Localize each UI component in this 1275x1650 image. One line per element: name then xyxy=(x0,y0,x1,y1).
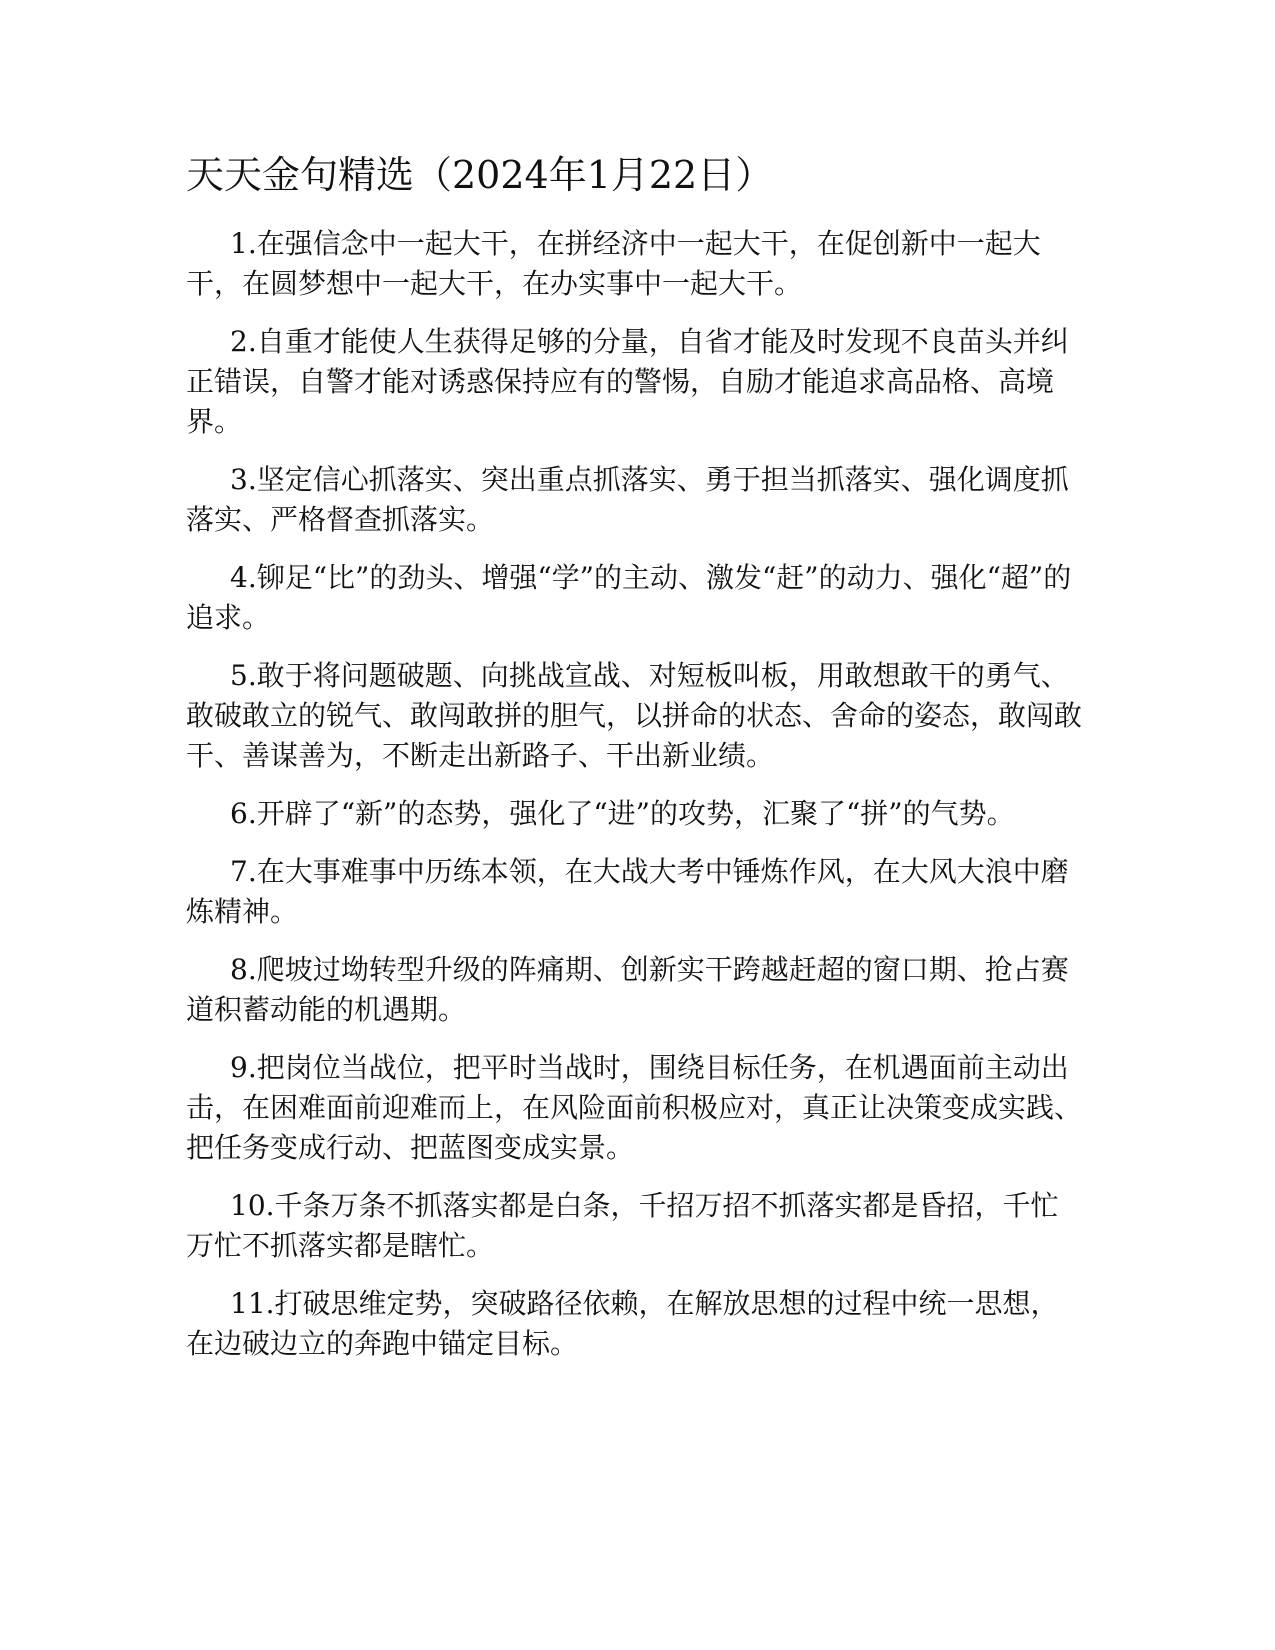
document-title: 天天金句精选（2024年1月22日） xyxy=(186,153,774,197)
quote-item: 7.在大事难事中历练本领，在大战大考中锤炼作风，在大风大浪中磨炼精神。 xyxy=(186,855,1069,928)
document-page xyxy=(186,150,1084,1382)
quote-item: 2.自重才能使人生获得足够的分量，自省才能及时发现不良苗头并纠正错误，自警才能对诱惑保持应有的警惕，自励才能追求高品格、高境界。 xyxy=(186,325,1069,438)
quote-item: 8.爬坡过坳转型升级的阵痛期、创新实干跨越赶超的窗口期、抢占赛道积蓄动能的机遇期。 xyxy=(186,953,1069,1026)
quote-item: 11.打破思维定势，突破路径依赖，在解放思想的过程中统一思想，在边破边立的奔跑中锚定目标。 xyxy=(186,1287,1059,1360)
quote-item: 6.开辟了“新”的态势，强化了“进”的攻势，汇聚了“拼”的气势。 xyxy=(230,797,1015,830)
quote-item: 3.坚定信心抓落实、突出重点抓落实、勇于担当抓落实、强化调度抓落实、严格督查抓落实。 xyxy=(186,463,1069,536)
quote-item: 1.在强信念中一起大干，在拼经济中一起大干，在促创新中一起大干，在圆梦想中一起大干，在办实事中一起大干。 xyxy=(186,227,1041,300)
quote-item: 4.铆足“比”的劲头、增强“学”的主动、激发“赶”的动力、强化“超”的追求。 xyxy=(186,561,1072,634)
quote-item: 10.千条万条不抓落实都是白条，千招万招不抓落实都是昏招，千忙万忙不抓落实都是瞎忙。 xyxy=(186,1189,1059,1262)
quote-item: 5.敢于将问题破题、向挑战宣战、对短板叫板，用敢想敢干的勇气、敢破敢立的锐气、敢闯敢拼的胆气，以拼命的状态、舍命的姿态，敢闯敢干、善谋善为，不断走出新路子、干出新业绩。 xyxy=(186,659,1083,772)
quote-item: 9.把岗位当战位，把平时当战时，围绕目标任务，在机遇面前主动出击，在困难面前迎难而上，在风险面前积极应对，真正让决策变成实践、把任务变成行动、把蓝图变成实景。 xyxy=(186,1051,1083,1164)
